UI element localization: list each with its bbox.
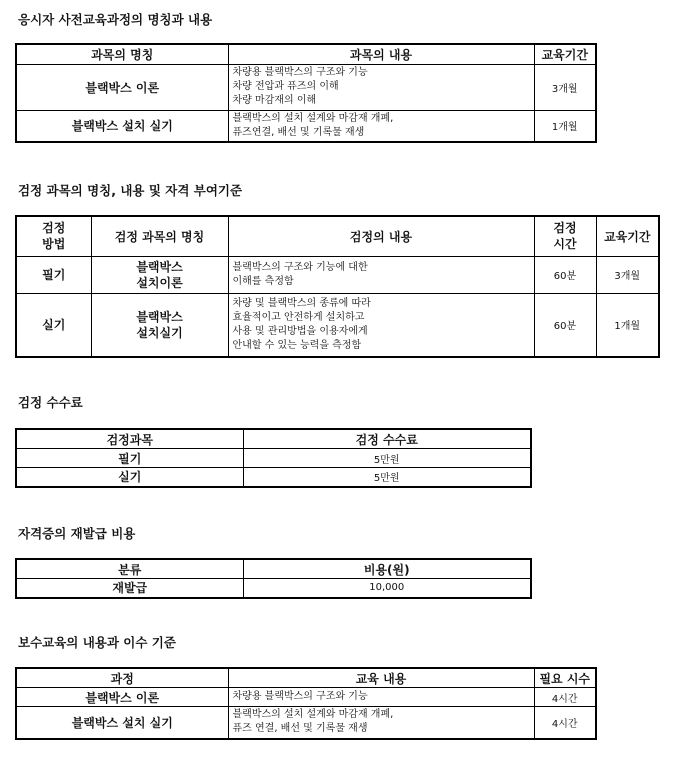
pre-education-table	[15, 43, 597, 143]
refresher-education-table	[15, 667, 597, 740]
exam-subjects-table	[15, 215, 660, 358]
header-exam-subject-name: 검정 과목의 명칭	[91, 216, 228, 256]
exam-subject-name-cell	[91, 256, 228, 293]
period-cell: 3개월	[596, 256, 659, 293]
content-line: 차량용 블랙박스의 구조와 기능	[232, 691, 368, 702]
period-cell: 1개월	[534, 110, 596, 142]
table-row	[16, 707, 596, 739]
header-category: 분류	[16, 559, 243, 579]
content-line: 블랙박스의 설치 설계와 마감재 개폐,	[232, 709, 394, 721]
reissue-cost-cell: 10,000	[243, 579, 531, 598]
header-required-hours: 필요 시수	[534, 668, 596, 688]
content-line: 차량 마감재의 이해	[232, 95, 317, 106]
subject-name-cell: 블랙박스 설치 실기	[16, 110, 228, 142]
content-line: 블랙박스의 구조와 기능에 대한	[232, 261, 368, 273]
header-line: 시간	[553, 237, 577, 252]
fee-amount-cell: 5만원	[243, 468, 531, 487]
period-cell: 3개월	[534, 64, 596, 110]
reissue-cost-table	[15, 558, 532, 599]
header-exam-method	[16, 216, 91, 256]
hours-cell: 4시간	[534, 707, 596, 739]
name-line: 설치실기	[136, 325, 183, 340]
header-education-content: 교육 내용	[228, 668, 534, 688]
course-name-cell: 블랙박스 이론	[16, 688, 228, 707]
table-row	[16, 256, 659, 293]
content-line: 차량 및 블랙박스의 종류에 따라	[232, 297, 371, 309]
course-content-cell	[228, 707, 534, 739]
content-line: 안내할 수 있는 능력을 측정함	[232, 339, 362, 351]
content-line: 차량용 블랙박스의 구조와 기능	[232, 67, 368, 78]
content-line: 퓨즈연결, 배선 및 기록물 재생	[232, 126, 365, 138]
header-subject-content: 과목의 내용	[228, 44, 534, 64]
content-line: 사용 및 관리방법을 이용자에게	[232, 325, 368, 337]
section-title-exam-subjects: 검정 과목의 명칭, 내용 및 자격 부여기준	[18, 183, 243, 198]
header-line: 검정	[553, 221, 577, 236]
name-line: 블랙박스	[136, 309, 183, 324]
content-line: 이해를 측정함	[232, 275, 294, 287]
subject-content-cell	[228, 64, 534, 110]
table-row	[16, 293, 659, 357]
reissue-type-cell: 재발급	[16, 579, 243, 598]
table-row	[16, 579, 531, 598]
content-line: 블랙박스의 설치 설계와 마감재 개폐,	[232, 112, 394, 124]
header-exam-subject: 검정과목	[16, 429, 243, 449]
exam-method-cell: 필기	[16, 256, 91, 293]
exam-content-cell	[228, 256, 534, 293]
section-title-refresher-education: 보수교육의 내용과 이수 기준	[18, 635, 176, 650]
exam-content-cell	[228, 293, 534, 357]
name-line: 설치이론	[136, 275, 183, 290]
subject-name-cell: 블랙박스 이론	[16, 64, 228, 110]
name-line: 블랙박스	[136, 259, 183, 274]
table-row	[16, 449, 531, 468]
section-title-reissue-cost: 자격증의 재발급 비용	[18, 526, 136, 541]
header-education-period: 교육기간	[534, 44, 596, 64]
header-exam-time	[534, 216, 596, 256]
header-course: 과정	[16, 668, 228, 688]
fee-amount-cell: 5만원	[243, 449, 531, 468]
table-row	[16, 468, 531, 487]
exam-method-cell: 실기	[16, 293, 91, 357]
header-exam-content: 검정의 내용	[228, 216, 534, 256]
hours-cell: 4시간	[534, 688, 596, 707]
course-content-cell	[228, 688, 534, 707]
content-line: 차량 전압과 퓨즈의 이해	[232, 81, 339, 92]
exam-subject-name-cell	[91, 293, 228, 357]
fee-subject-cell: 실기	[16, 468, 243, 487]
section-title-exam-fee: 검정 수수료	[18, 395, 83, 410]
table-row	[16, 688, 596, 707]
table-row	[16, 64, 596, 110]
header-cost: 비용(원)	[243, 559, 531, 579]
course-name-cell: 블랙박스 설치 실기	[16, 707, 228, 739]
table-row	[16, 110, 596, 142]
header-line: 검정	[42, 221, 66, 236]
header-exam-fee: 검정 수수료	[243, 429, 531, 449]
header-education-period: 교육기간	[596, 216, 659, 256]
subject-content-cell	[228, 110, 534, 142]
exam-time-cell: 60분	[534, 293, 596, 357]
exam-time-cell: 60분	[534, 256, 596, 293]
content-line: 효율적이고 안전하게 설치하고	[232, 311, 365, 323]
header-line: 방법	[42, 237, 66, 252]
period-cell: 1개월	[596, 293, 659, 357]
section-title-pre-education: 응시자 사전교육과정의 명칭과 내용	[18, 12, 213, 27]
content-line: 퓨즈 연결, 배선 및 기록물 재생	[232, 723, 368, 735]
header-subject-name: 과목의 명칭	[16, 44, 228, 64]
fee-subject-cell: 필기	[16, 449, 243, 468]
exam-fee-table	[15, 428, 532, 488]
